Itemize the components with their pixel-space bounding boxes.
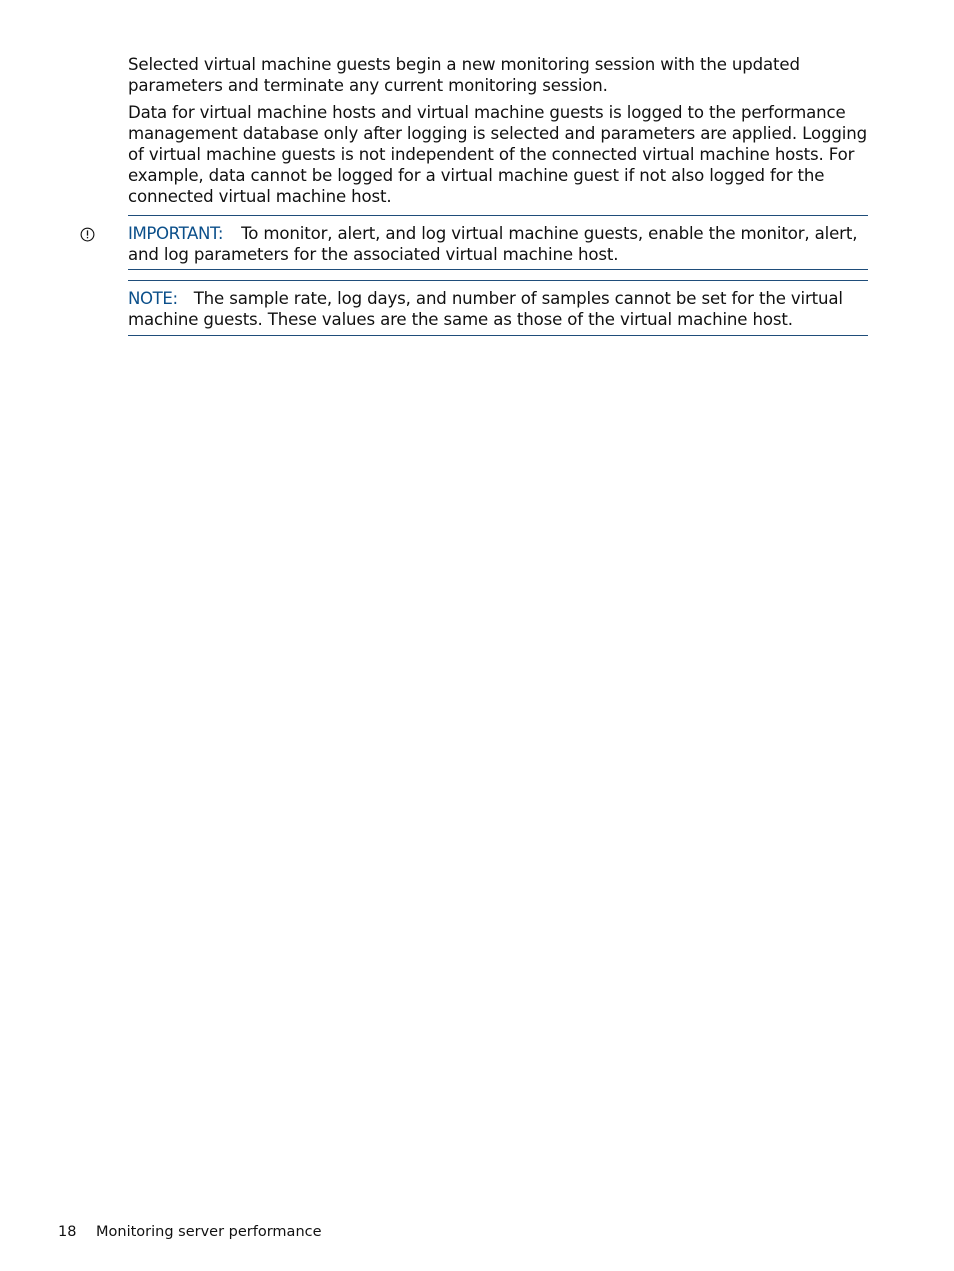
important-icon [80,227,95,242]
note-admonition [128,280,868,336]
page-number: 18 [58,1224,77,1240]
body-paragraph: Data for virtual machine hosts and virtual machine guests is logged to the performance management database only after logging is selected and parameters are applied. Logging of virtual machine guests is not independent of the connected virtual machine hosts. For example, data cannot be logged for a virtual machine guest if not also logged for the connected virtual machine host. [128,103,867,206]
important-admonition [128,215,868,270]
note-label: NOTE: [128,289,178,308]
footer-section-title: Monitoring server performance [96,1224,322,1240]
page-footer [58,1223,322,1241]
important-text: To monitor, alert, and log virtual machine guests, enable the monitor, alert, and log parameters for the associated virtual machine host. [128,224,858,264]
page-content [128,54,868,336]
note-text: The sample rate, log days, and number of samples cannot be set for the virtual machine guests. These values are the same as those of the virtual machine host. [128,289,843,329]
body-paragraph: Selected virtual machine guests begin a new monitoring session with the updated parameters and terminate any current monitoring session. [128,55,800,95]
important-label: IMPORTANT: [128,224,224,243]
